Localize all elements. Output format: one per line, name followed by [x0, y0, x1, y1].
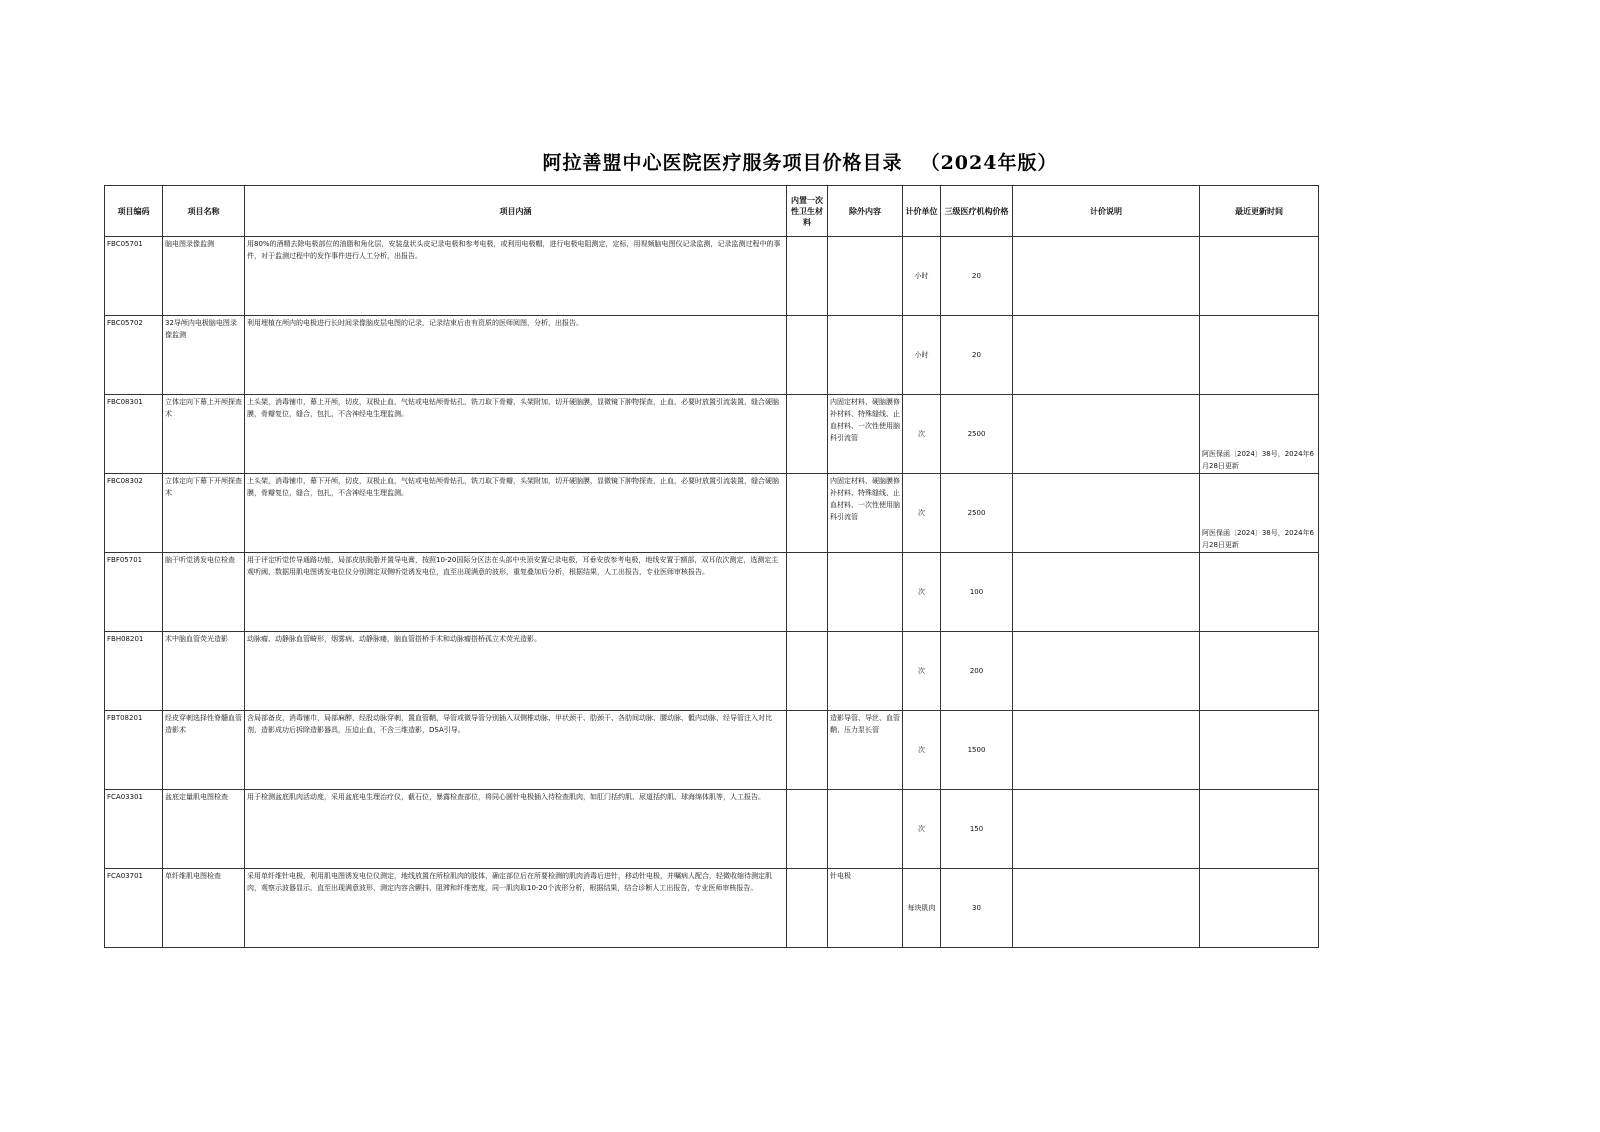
cell-price: 150 [941, 790, 1013, 869]
cell-price: 2500 [941, 474, 1013, 553]
table-row [105, 474, 1319, 553]
table-row [105, 790, 1319, 869]
cell-content: 利用埋植在颅内的电极进行长时间录像脑皮层电图的记录，记录结束后由有资质的医师阅图，分析，出报告。 [245, 316, 787, 395]
cell-note [1013, 474, 1200, 553]
cell-code: FBF05701 [105, 553, 163, 632]
cell-note [1013, 316, 1200, 395]
cell-updated [1200, 237, 1319, 316]
table-row [105, 869, 1319, 948]
cell-code: FBC05701 [105, 237, 163, 316]
cell-material [787, 474, 828, 553]
cell-exclude: 内固定材料、硬脑膜修补材料、特殊缝线、止血材料、一次性使用脑科引流管 [828, 395, 903, 474]
cell-name: 立体定向下幕上开颅探查术 [163, 395, 245, 474]
cell-price: 1500 [941, 711, 1013, 790]
cell-material [787, 395, 828, 474]
cell-updated [1200, 316, 1319, 395]
cell-unit: 次 [903, 790, 941, 869]
cell-note [1013, 237, 1200, 316]
cell-content: 含局部备皮，消毒铺巾，局部麻醉，经股动脉穿刺，置血管鞘，导管或微导管分别插入双侧椎动脉、甲状颈干、肋颈干、各肋间动脉、腰动脉、骶内动脉，经导管注入对比剂，造影成功后拆除造影器具，压迫止血，不含三维造影，DSA引导。 [245, 711, 787, 790]
table-row [105, 237, 1319, 316]
cell-code: FBH08201 [105, 632, 163, 711]
cell-updated [1200, 790, 1319, 869]
cell-price: 2500 [941, 395, 1013, 474]
cell-updated [1200, 553, 1319, 632]
cell-note [1013, 869, 1200, 948]
cell-name: 经皮穿刺选择性脊髓血管造影术 [163, 711, 245, 790]
cell-note [1013, 553, 1200, 632]
cell-updated: 阿医保函〔2024〕38号，2024年6月28日更新 [1200, 395, 1319, 474]
cell-content: 上头架，消毒铺巾，幕下开颅，切皮，双极止血，气钻或电钻颅骨钻孔，铣刀取下骨瓣，头架附加，切开硬脑膜，显微镜下肿物探查，止血，必要时放置引流装置，缝合硬脑膜，骨瓣复位，缝合，包扎，不含神经电生理监测。 [245, 474, 787, 553]
header-code: 项目编码 [105, 186, 163, 237]
price-table [104, 185, 1319, 948]
title-main: 阿拉善盟中心医院医疗服务项目价格目录 [542, 152, 903, 174]
header-price: 三级医疗机构价格 [941, 186, 1013, 237]
cell-exclude: 内固定材料、硬脑膜修补材料、特殊缝线、止血材料、一次性使用脑科引流管 [828, 474, 903, 553]
cell-price: 20 [941, 316, 1013, 395]
cell-exclude: 造影导管、导丝、血管鞘、压力泵长管 [828, 711, 903, 790]
header-note: 计价说明 [1013, 186, 1200, 237]
table-row [105, 553, 1319, 632]
cell-exclude [828, 316, 903, 395]
header-updated: 最近更新时间 [1200, 186, 1319, 237]
cell-unit: 次 [903, 711, 941, 790]
cell-price: 30 [941, 869, 1013, 948]
cell-name: 32导颅内电极脑电图录像监测 [163, 316, 245, 395]
title-year: （2024年版） [920, 152, 1058, 174]
cell-material [787, 237, 828, 316]
table-row [105, 711, 1319, 790]
header-material: 内置一次性卫生材料 [787, 186, 828, 237]
cell-content: 采用单纤维针电极，利用肌电图诱发电位仪测定，地线放置在所检肌肉的肢体，确定部位后在所要检测的肌肉消毒后进针，移动针电极，并嘱病人配合，轻微收缩待测定肌肉，观察示波器显示，直至出现满意波形，测定内容含颤抖、阻滞和纤维密度，同一肌肉取10-20个波形分析，根据结果，结合诊断人工出报告，专业医师审核报告。 [245, 869, 787, 948]
cell-code: FBC08301 [105, 395, 163, 474]
cell-material [787, 553, 828, 632]
cell-unit: 次 [903, 474, 941, 553]
cell-name: 脑电图录像监测 [163, 237, 245, 316]
cell-exclude [828, 237, 903, 316]
cell-price: 100 [941, 553, 1013, 632]
cell-name: 单纤维肌电图检查 [163, 869, 245, 948]
header-unit: 计价单位 [903, 186, 941, 237]
cell-exclude [828, 790, 903, 869]
header-name: 项目名称 [163, 186, 245, 237]
cell-code: FCA03701 [105, 869, 163, 948]
cell-material [787, 711, 828, 790]
cell-unit: 次 [903, 395, 941, 474]
cell-material [787, 632, 828, 711]
cell-content: 用于评定听觉传导通路功能，局部皮肤脱脂并置导电膏，按照10-20国际分区法在头部中央顶安置记录电极，耳垂安放参考电极，地线安置于额部，双耳依次测定，选测定主观听阈，数据用肌电图诱发电位仪分别测定双侧听觉诱发电位，直至出现满意的波形，重复叠加后分析，根据结果，人工出报告，专业医师审核报告。 [245, 553, 787, 632]
cell-exclude [828, 553, 903, 632]
cell-note [1013, 711, 1200, 790]
cell-code: FBC08302 [105, 474, 163, 553]
cell-unit: 次 [903, 553, 941, 632]
header-content: 项目内涵 [245, 186, 787, 237]
table-row [105, 395, 1319, 474]
cell-unit: 每块肌肉 [903, 869, 941, 948]
table-row [105, 316, 1319, 395]
cell-material [787, 316, 828, 395]
document-title [0, 148, 1600, 175]
cell-exclude [828, 632, 903, 711]
cell-material [787, 790, 828, 869]
table-row [105, 632, 1319, 711]
cell-name: 脑干听觉诱发电位检查 [163, 553, 245, 632]
cell-content: 用80%的酒精去除电极部位的油脂和角化层，安装盘状头皮记录电极和参考电极，或利用电极帽，进行电极电阻测定，定标，用视频脑电图仪记录监测，记录监测过程中的事件，对于监测过程中的发作事件进行人工分析，出报告。 [245, 237, 787, 316]
cell-name: 术中脑血管荧光造影 [163, 632, 245, 711]
cell-name: 盆底定量肌电图检查 [163, 790, 245, 869]
cell-content: 上头架，消毒铺巾，幕上开颅，切皮，双极止血，气钻或电钻颅骨钻孔，铣刀取下骨瓣，头架附加，切开硬脑膜，显微镜下肿物探查，止血，必要时放置引流装置，缝合硬脑膜，骨瓣复位，缝合，包扎，不含神经电生理监测。 [245, 395, 787, 474]
cell-updated: 阿医保函〔2024〕38号，2024年6月28日更新 [1200, 474, 1319, 553]
cell-material [787, 869, 828, 948]
cell-code: FBC05702 [105, 316, 163, 395]
cell-updated [1200, 711, 1319, 790]
cell-code: FCA03301 [105, 790, 163, 869]
cell-updated [1200, 632, 1319, 711]
cell-note [1013, 632, 1200, 711]
cell-unit: 小时 [903, 237, 941, 316]
cell-note [1013, 395, 1200, 474]
cell-price: 200 [941, 632, 1013, 711]
cell-content: 动脉瘤、动静脉血管畸形，烟雾病、动静脉瘘，脑血管搭桥手术和动脉瘤搭桥孤立术荧光造影。 [245, 632, 787, 711]
cell-code: FBT08201 [105, 711, 163, 790]
table-header-row [105, 186, 1319, 237]
cell-updated [1200, 869, 1319, 948]
cell-unit: 小时 [903, 316, 941, 395]
cell-unit: 次 [903, 632, 941, 711]
table-body [105, 237, 1319, 948]
cell-exclude: 针电极 [828, 869, 903, 948]
cell-name: 立体定向下幕下开颅探查术 [163, 474, 245, 553]
cell-content: 用于检测盆底肌肉活动度，采用盆底电生理治疗仪，截石位，暴露检查部位，将同心圆针电极插入待检查肌肉，如肛门括约肌、尿道括约肌、球海绵体肌等，人工报告。 [245, 790, 787, 869]
cell-note [1013, 790, 1200, 869]
cell-price: 20 [941, 237, 1013, 316]
header-exclude: 除外内容 [828, 186, 903, 237]
